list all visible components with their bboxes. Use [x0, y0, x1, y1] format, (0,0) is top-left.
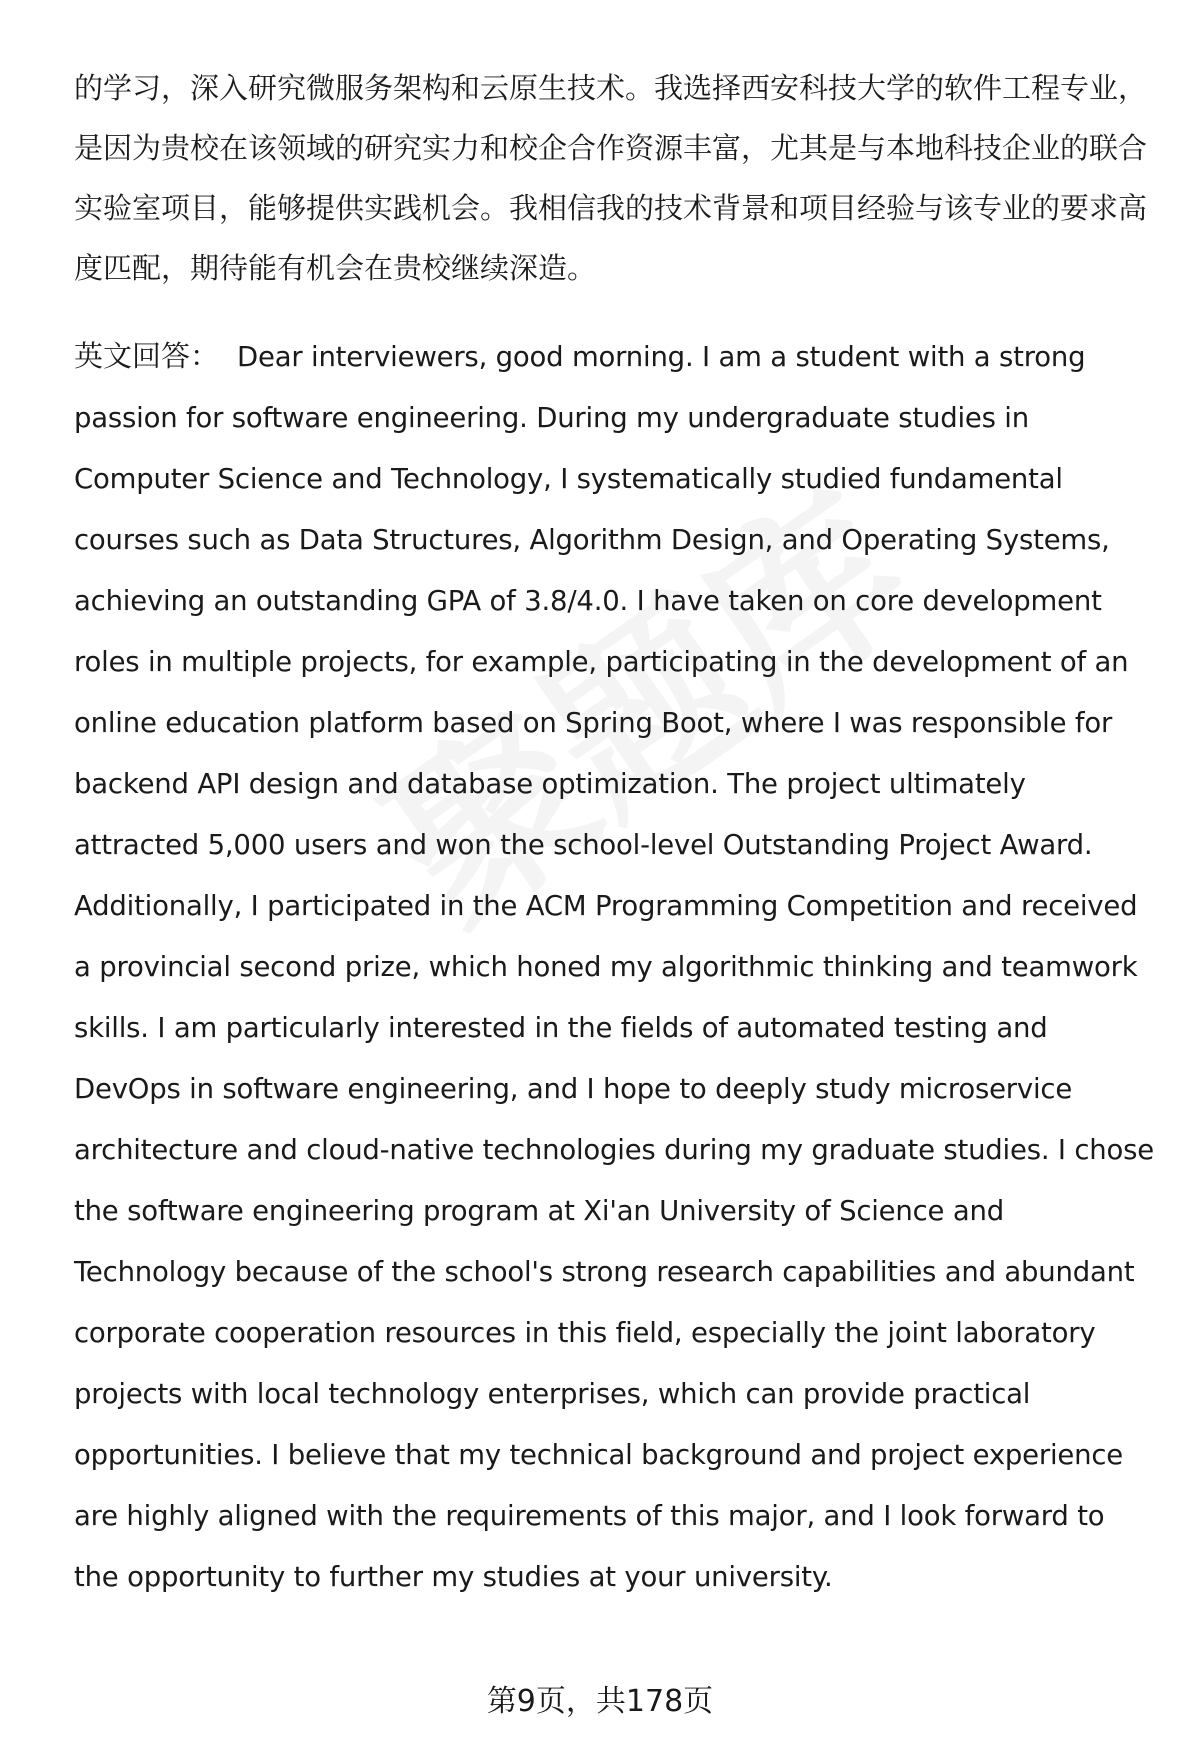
page-indicator: 第9页，共178页 — [486, 1684, 714, 1719]
chinese-paragraph: 的学习，深入研究微服务架构和云原生技术。我选择西安科技大学的软件工程专业，是因为贵校在该领域的研究实力和校企合作资源丰富，尤其是与本地科技企业的联合实验室项目，能够提供实践机会。我相信我的技术背景和项目经验与该专业的要求高度匹配，期待能有机会在贵校继续深造。 — [74, 71, 1148, 285]
english-answer-paragraph — [74, 326, 1156, 1607]
english-answer-text: Dear interviewers, good morning. I am a student with a strong passion for software engineering. During my undergraduate studies in Computer Science and Technology, I systematically studied fundamental courses such as Data Structures, Algorithm Design, and Operating Systems, achieving an outstanding GPA of 3.8/4.0. I have taken on core development roles in multiple projects, for example, participating in the development of an online education platform based on Spring Boot, where I was responsible for backend API design and database optimization. The project ultimately attracted 5,000 users and won the school-level Outstanding Project Award. Additionally, I participated in the ACM Programming Competition and received a provincial second prize, which honed my algorithmic thinking and teamwork skills. I am particularly interested in the fields of automated testing and DevOps in software engineering, and I hope to deeply study microservice architecture and cloud-native technologies during my graduate studies. I chose the software engineering program at Xi'an University of Science and Technology because of the school's strong research capabilities and abundant corporate cooperation resources in this field, especially the joint laboratory projects with local technology enterprises, which can provide practical opportunities. I believe that my technical background and project experience are highly aligned with the requirements of this major, and I look forward to the opportunity to further my studies at your university. — [74, 341, 1154, 1593]
english-answer-label: 英文回答： — [74, 339, 220, 373]
document-body — [74, 58, 1156, 1607]
